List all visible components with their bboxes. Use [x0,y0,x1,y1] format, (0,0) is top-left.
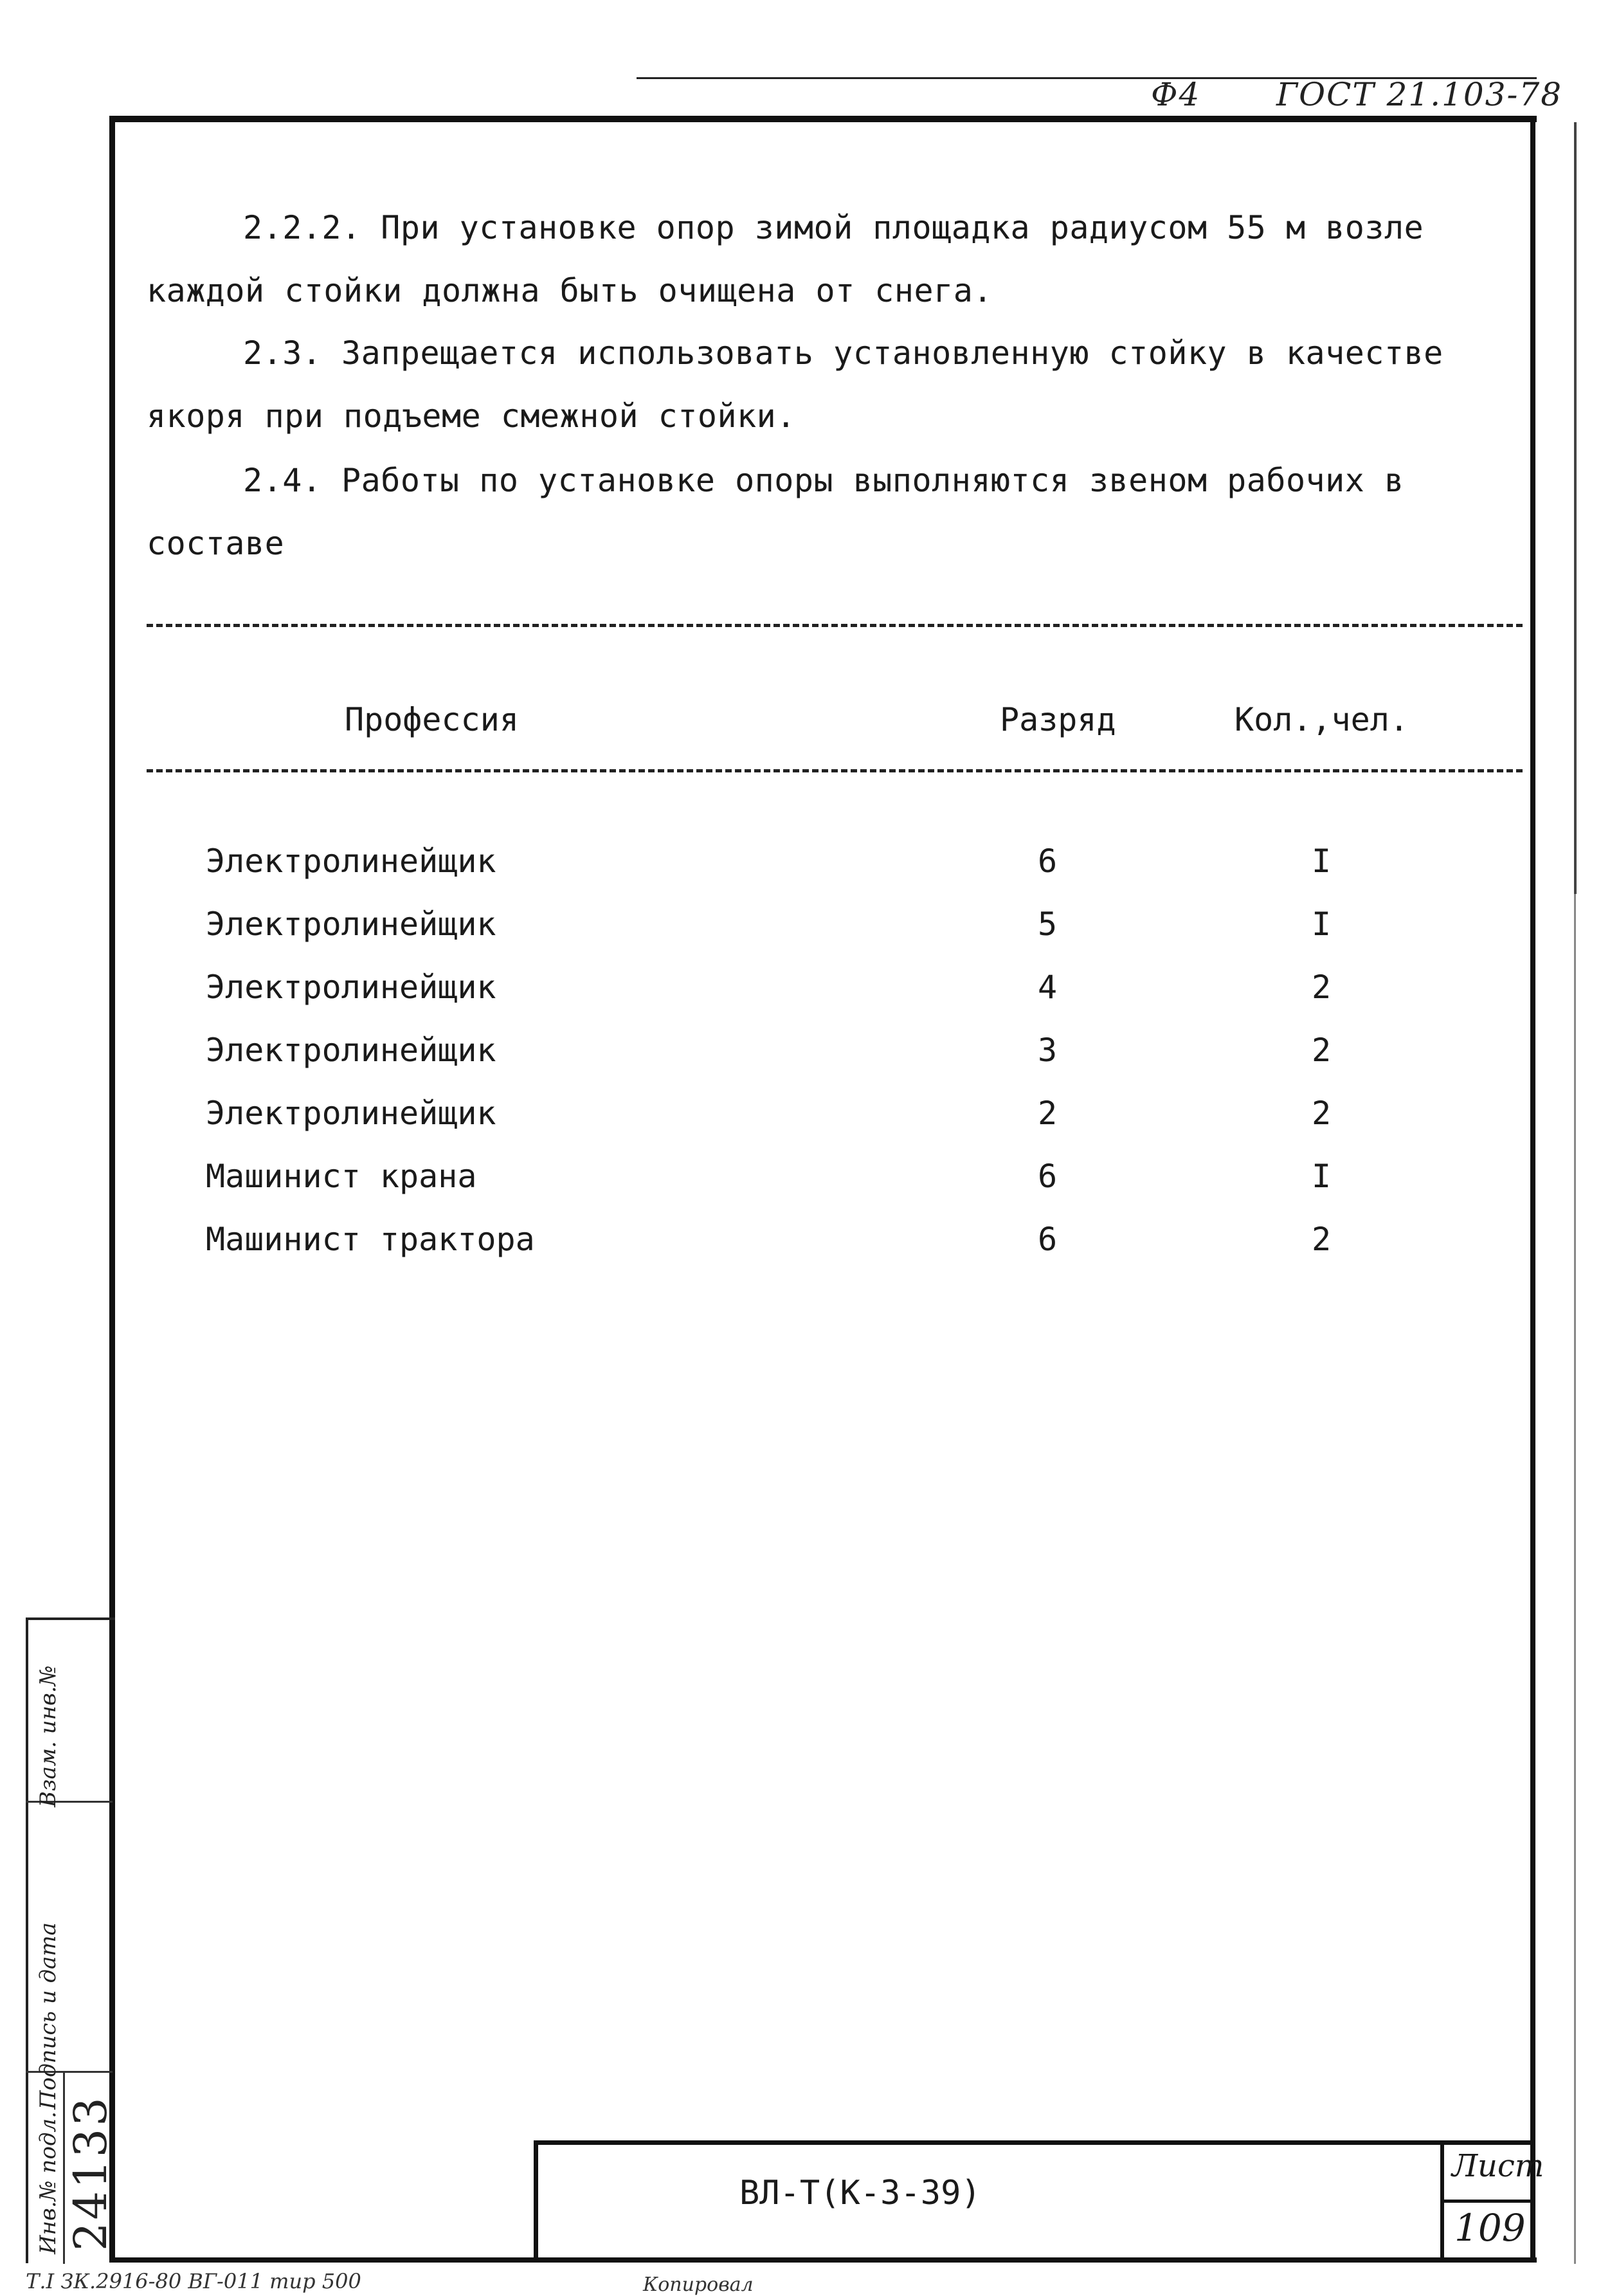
paragraph-2-3 [147,322,1510,448]
cell-profession: Электролинейщик [206,1032,496,1069]
cell-profession: Электролинейщик [206,843,496,880]
table-row [0,1158,1610,1222]
cell-rank: 6 [1038,1158,1058,1195]
cell-quantity: I [1312,906,1332,943]
cell-rank: 2 [1038,1095,1058,1132]
table-row [0,1221,1610,1285]
cell-quantity: 2 [1312,1032,1332,1069]
table-top-rule [147,624,1523,627]
table-row [0,843,1610,907]
paragraph-number: 2.4. [243,462,322,499]
page-edge [1574,122,1577,894]
cell-rank: 6 [1038,843,1058,880]
copied-by-label: Копировал [643,2273,754,2296]
paragraph-2-4 [147,449,1510,575]
paragraph-number: 2.2.2. [243,209,361,246]
sheet-number: 109 [1454,2206,1526,2250]
cell-profession: Машинист трактора [206,1221,535,1258]
sheet-label: Лист [1452,2148,1544,2184]
paragraph-number: 2.3. [243,334,322,372]
table-header-rule [147,769,1523,772]
cell-profession: Машинист крана [206,1158,477,1195]
form-code: Ф4 [1151,76,1201,113]
paragraph-2-2-2 [147,196,1510,322]
cell-quantity: 2 [1312,1095,1332,1132]
title-block [534,2140,1535,2263]
inventory-label: Инв.№ подл. [35,2111,61,2254]
paragraph-continuation: каждой стойки должна быть очищена от снега. [147,272,993,309]
table-row [0,906,1610,970]
inventory-number: 24133 [64,2095,117,2251]
table-row [0,969,1610,1033]
cell-profession: Электролинейщик [206,969,496,1006]
paragraph-text: Работы по установке опоры выполняются звеном рабочих в [341,462,1404,499]
frame-top [109,116,1537,122]
column-header-profession: Профессия [345,701,519,738]
gost-reference: ГОСТ 21.103-78 [1276,76,1563,113]
document-code: ВЛ-Т(К-3-39) [739,2174,981,2212]
cell-quantity: I [1312,843,1332,880]
cell-quantity: 2 [1312,1221,1332,1258]
signature-date-label: Подпись и дата [35,1922,61,2109]
cell-rank: 5 [1038,906,1058,943]
cell-rank: 4 [1038,969,1058,1006]
table-row [0,1032,1610,1096]
cell-quantity: 2 [1312,969,1332,1006]
cell-profession: Электролинейщик [206,1095,496,1132]
cell-rank: 3 [1038,1032,1058,1069]
paragraph-text: При установке опор зимой площадка радиусом 55 м возле [381,209,1424,246]
paragraph-text: Запрещается использовать установленную стойку в качестве [341,334,1443,372]
column-header-quantity: Кол.,чел. [1235,701,1409,738]
paragraph-continuation: составе [147,525,285,562]
print-info: Т.І ЗК.2916-80 ВГ-011 тир 500 [26,2269,361,2293]
sheet-cell-divider [1440,2200,1535,2203]
cell-profession: Электролинейщик [206,906,496,943]
column-header-rank: Разряд [1000,701,1116,738]
replacement-inventory-label: Взам. инв.№ [35,1665,61,1807]
table-row [0,1095,1610,1159]
cell-rank: 6 [1038,1221,1058,1258]
cell-quantity: I [1312,1158,1332,1195]
paragraph-continuation: якоря при подъеме смежной стойки. [147,397,796,435]
